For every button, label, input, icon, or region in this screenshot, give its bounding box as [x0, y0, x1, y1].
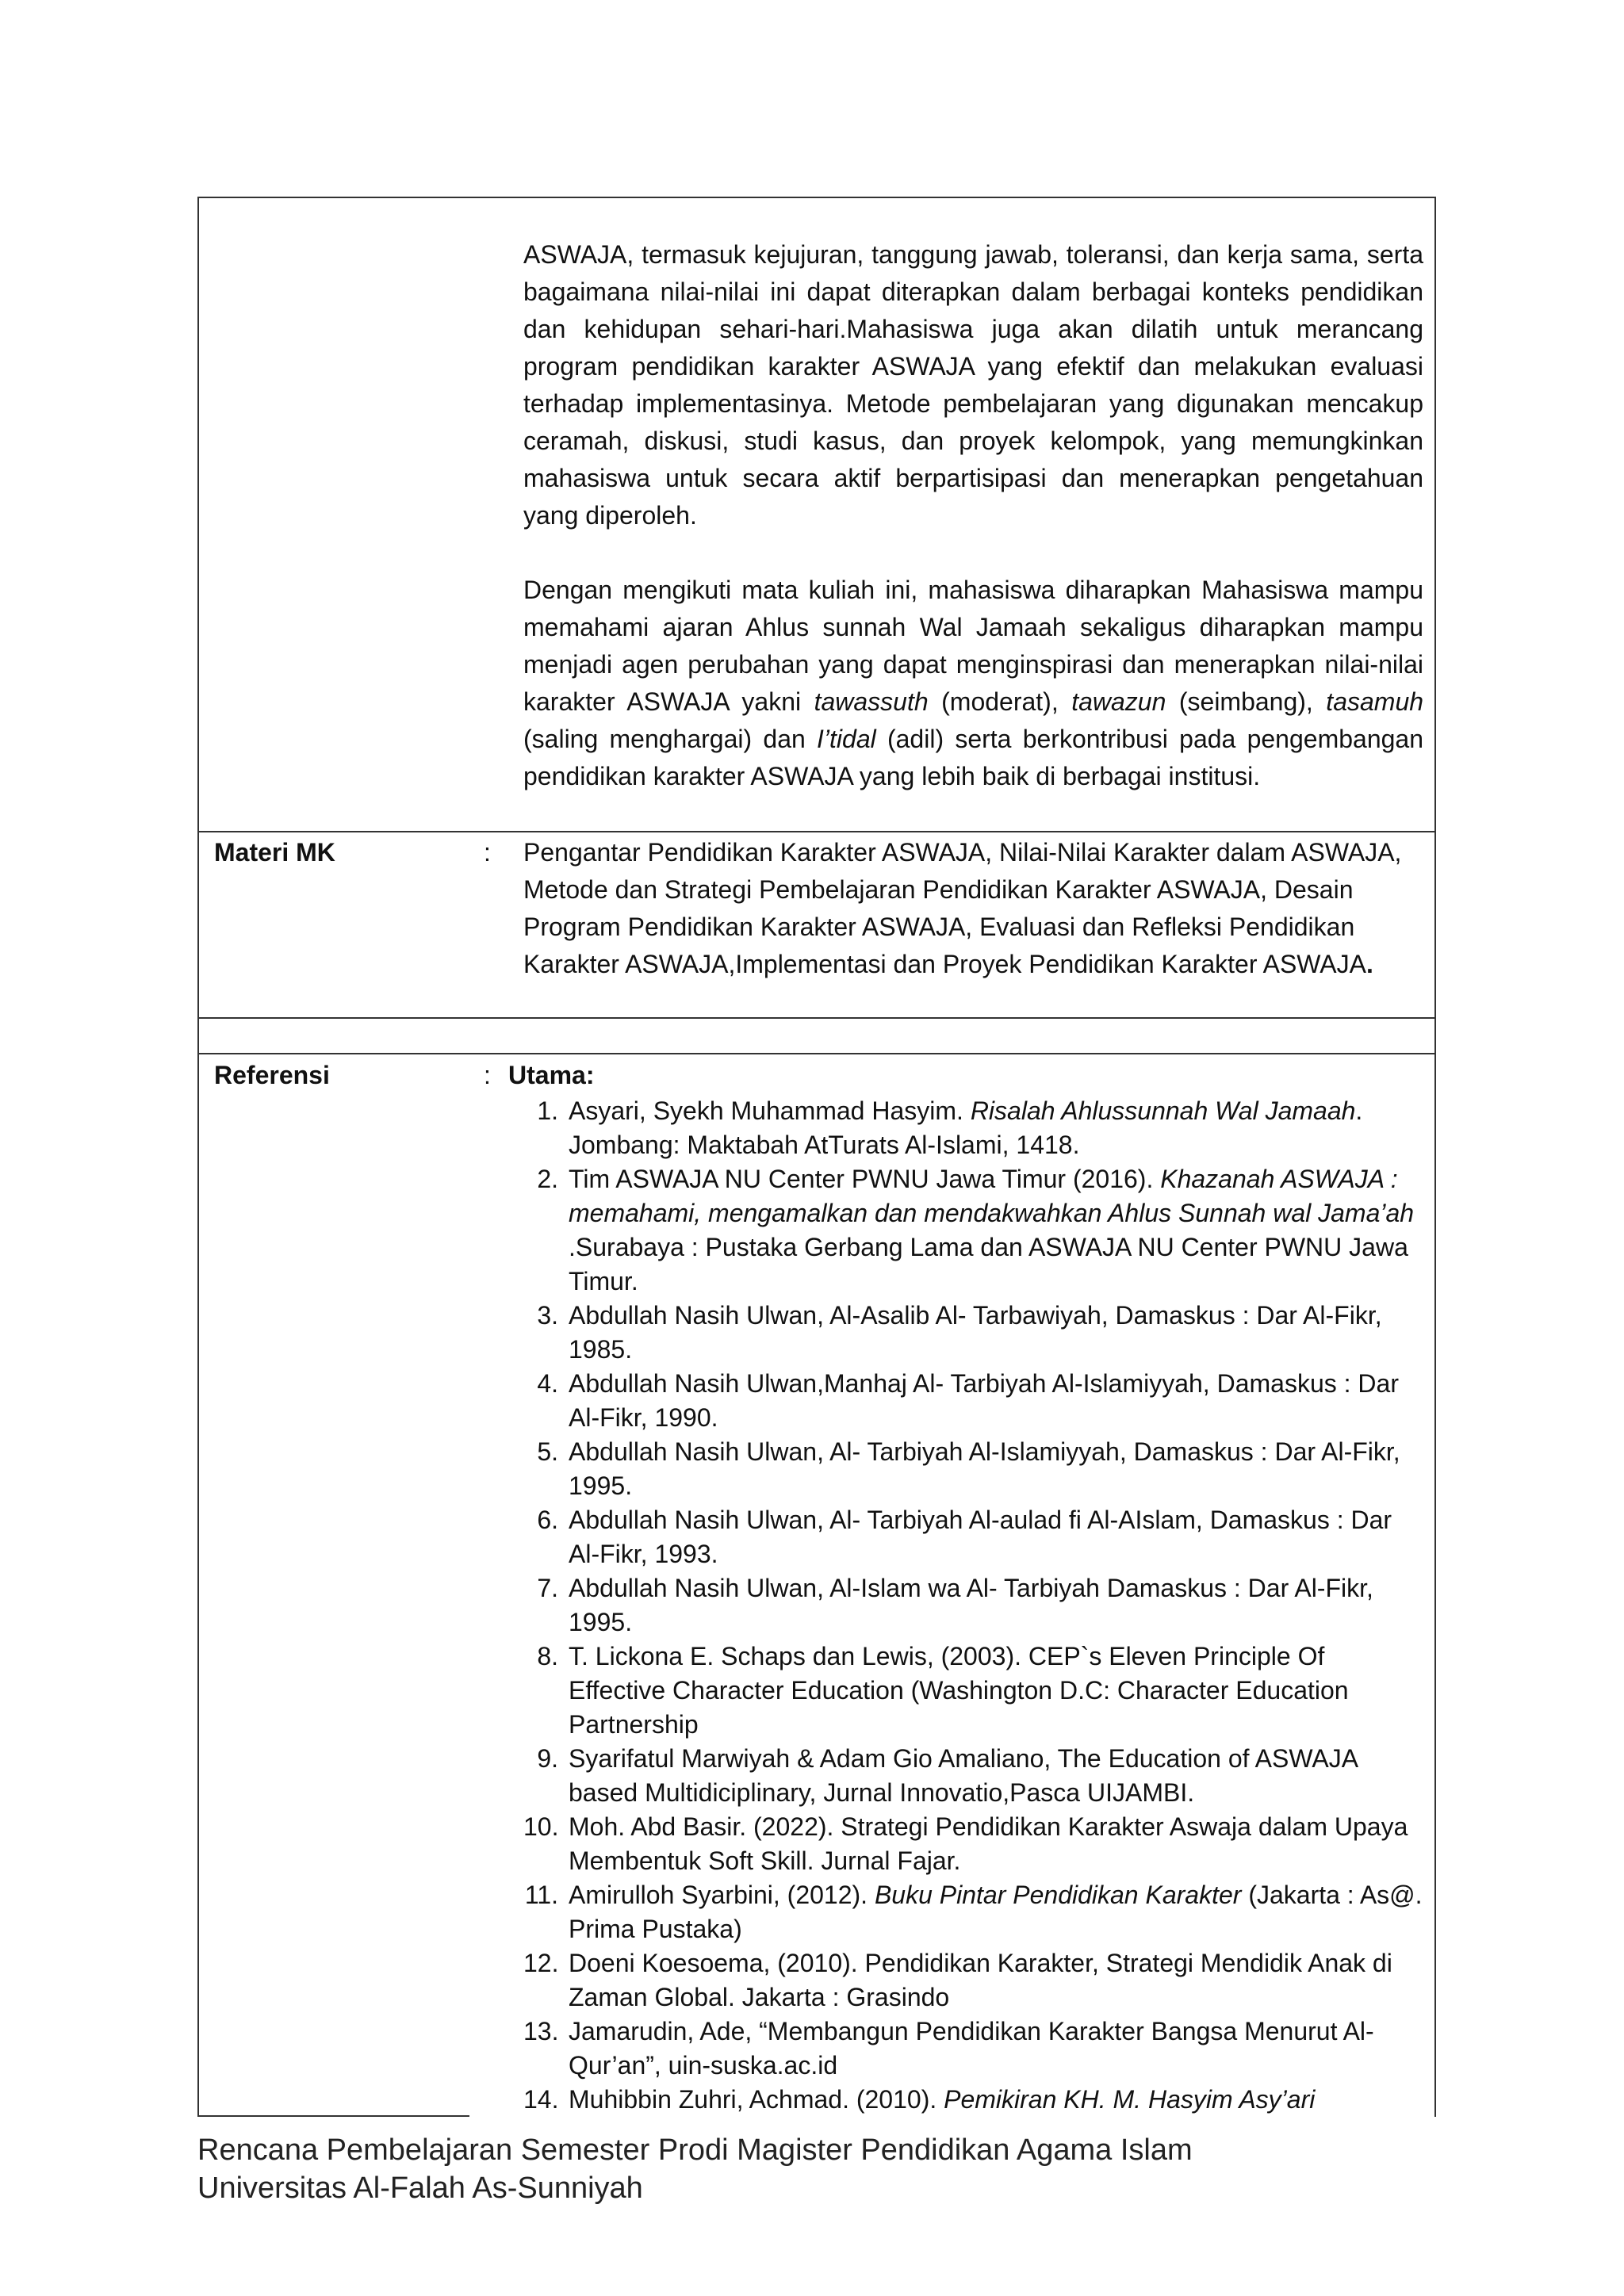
reference-item: 2. Tim ASWAJA NU Center PWNU Jawa Timur (2016). Khazanah ASWAJA : memahami, mengamalkan dan mendakwahkan Ahlus Sunnah wal Jama’ah .Surabaya : Pustaka Gerbang Lama dan ASWAJA NU Center PWNU Jawa Timur. — [537, 1165, 1415, 1295]
reference-item: 6. Abdullah Nasih Ulwan, Al- Tarbiyah Al-aulad fi Al-AIslam, Damaskus : Dar Al-Fikr, 1993. — [537, 1506, 1392, 1568]
reference-item: 12. Doeni Koesoema, (2010). Pendidikan Karakter, Strategi Mendidik Anak di Zaman Global. Jakarta : Grasindo — [523, 1949, 1392, 2011]
footer-line-2: Universitas Al-Falah As-Sunniyah — [197, 2172, 643, 2205]
referensi-heading: Utama: — [508, 1061, 595, 1089]
reference-item: 11. Amirulloh Syarbini, (2012). Buku Pintar Pendidikan Karakter (Jakarta : As@. Prima Pustaka) — [524, 1881, 1423, 1943]
reference-list — [523, 1094, 1423, 2117]
reference-item: 1. Asyari, Syekh Muhammad Hasyim. Risalah Ahlussunnah Wal Jamaah. Jombang: Maktabah AtTurats Al-Islami, 1418. — [537, 1096, 1363, 1159]
course-description — [523, 236, 1423, 795]
reference-item: 7. Abdullah Nasih Ulwan, Al-Islam wa Al- Tarbiyah Damaskus : Dar Al-Fikr, 1995. — [537, 1574, 1373, 1636]
materi-text: Pengantar Pendidikan Karakter ASWAJA, Nilai-Nilai Karakter dalam ASWAJA, Metode dan Strategi Pembelajaran Pendidikan Karakter ASWAJA, Desain Program Pendidikan Karakter ASWAJA, Evaluasi dan Refleksi Pendidikan Karakter ASWAJA,Implementasi dan Proyek Pendidikan Karakter ASWAJA. — [523, 838, 1402, 978]
reference-item: 13. Jamarudin, Ade, “Membangun Pendidikan Karakter Bangsa Menurut Al-Qur’an”, uin-suska.ac.id — [523, 2017, 1374, 2080]
materi-colon: : — [484, 838, 491, 867]
reference-item: 10. Moh. Abd Basir. (2022). Strategi Pendidikan Karakter Aswaja dalam Upaya Membentuk Soft Skill. Jurnal Fajar. — [523, 1812, 1408, 1875]
row-divider — [197, 1053, 1436, 1054]
reference-item: 3. Abdullah Nasih Ulwan, Al-Asalib Al- Tarbawiyah, Damaskus : Dar Al-Fikr, 1985. — [537, 1301, 1382, 1364]
referensi-label: Referensi — [214, 1061, 330, 1089]
row-divider — [197, 831, 1436, 832]
reference-item: 14. Muhibbin Zuhri, Achmad. (2010). Pemikiran KH. M. Hasyim Asy’ari — [523, 2085, 1316, 2114]
footer-line-1: Rencana Pembelajaran Semester Prodi Magister Pendidikan Agama Islam — [197, 2133, 1193, 2167]
reference-item: 8. T. Lickona E. Schaps dan Lewis, (2003). CEP`s Eleven Principle Of Effective Character Education (Washington D.C: Character Education Partnership — [537, 1642, 1349, 1739]
reference-item: 5. Abdullah Nasih Ulwan, Al- Tarbiyah Al-Islamiyyah, Damaskus : Dar Al-Fikr, 1995. — [537, 1437, 1400, 1500]
table-bottom-rule — [197, 2115, 469, 2117]
row-divider — [197, 1017, 1436, 1019]
description-paragraph-1: ASWAJA, termasuk kejujuran, tanggung jawab, toleransi, dan kerja sama, serta bagaimana nilai-nilai ini dapat diterapkan dalam berbagai konteks pendidikan dan kehidupan sehari-hari.Mahasiswa juga akan dilatih untuk merancang program pendidikan karakter ASWAJA yang efektif dan melakukan evaluasi terhadap implementasinya. Metode pembelajaran yang digunakan mencakup ceramah, diskusi, studi kasus, dan proyek kelompok, yang memungkinkan mahasiswa untuk secara aktif berpartisipasi dan menerapkan pengetahuan yang diperoleh. — [523, 240, 1423, 530]
materi-label: Materi MK — [214, 838, 335, 867]
reference-item: 9. Syarifatul Marwiyah & Adam Gio Amaliano, The Education of ASWAJA based Multidiciplinary, Jurnal Innovatio,Pasca UIJAMBI. — [537, 1744, 1358, 1807]
reference-item: 4. Abdullah Nasih Ulwan,Manhaj Al- Tarbiyah Al-Islamiyyah, Damaskus : Dar Al-Fikr, 1990. — [537, 1369, 1399, 1432]
description-paragraph-2: Dengan mengikuti mata kuliah ini, mahasiswa diharapkan Mahasiswa mampu memahami ajaran Ahlus sunnah Wal Jamaah sekaligus diharapkan mampu menjadi agen perubahan yang dapat menginspirasi dan menerapkan nilai-nilai karakter ASWAJA yakni tawassuth (moderat), tawazun (seimbang), tasamuh (saling menghargai) dan I’tidal (adil) serta berkontribusi pada pengembangan pendidikan karakter ASWAJA yang lebih baik di berbagai institusi. — [523, 576, 1424, 790]
referensi-colon: : — [484, 1061, 491, 1089]
page-footer — [197, 2131, 1193, 2207]
